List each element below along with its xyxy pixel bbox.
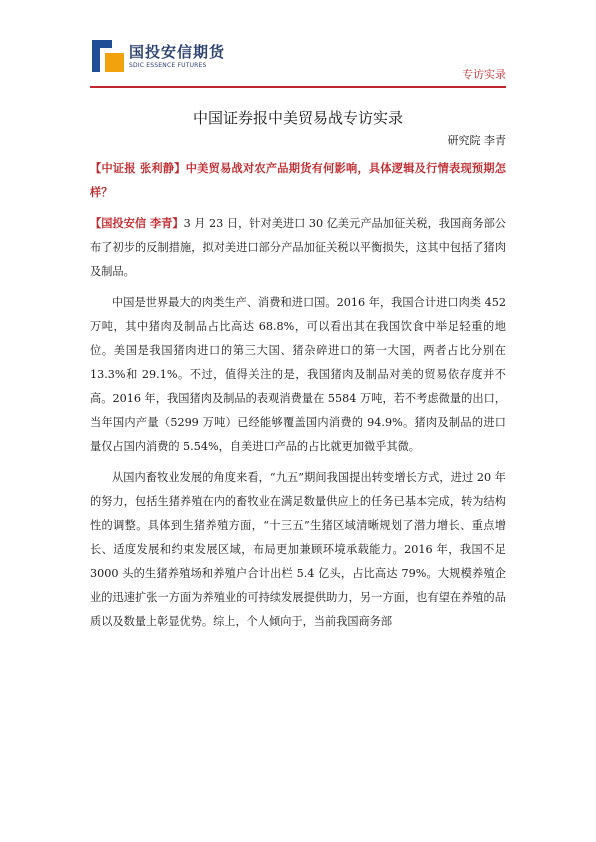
company-logo <box>92 40 225 72</box>
logo-name-en: SDIC ESSENCE FUTURES <box>129 61 207 69</box>
author-line: 研究院 李青 <box>447 134 506 147</box>
answer-intro-paragraph <box>90 211 506 284</box>
logo-name-cn: 国投安信期货 <box>129 42 226 61</box>
interview-question: 【中证报 张利静】中美贸易战对农产品期货有何影响，具体逻辑及行情表现预期怎样？ <box>90 161 506 199</box>
logo-mark-icon <box>92 40 124 72</box>
body-paragraph: 从国内畜牧业发展的角度来看，“九五”期间我国提出转变增长方式，进过 20 年的努力，包括生猪养殖在内的畜牧业在满足数量供应上的任务已基本完成，转为结构性的调整。具体到生猪养殖方面，“十三五”生猪区域清晰规划了潜力增长、重点增长、适度发展和约束发展区域，布局更加兼顾环境承载能力。2016 年，我国不足 3000 头的生猪养殖场和养殖户合计出栏 5.4 亿头，占比高达 79%。大规模养殖企业的迅速扩张一方面为养殖业的可持续发展提供助力，另一方面，也有望在养殖的品质以及数量上彰显优势。综上，个人倾向于，当前我国商务部 <box>90 471 506 628</box>
body-paragraph: 中国是世界最大的肉类生产、消费和进口国。2016 年，我国合计进口肉类 452 万吨，其中猪肉及制品占比高达 68.8%，可以看出其在我国饮食中举足轻重的地位。美国是我国猪肉进口的第三大国、猪杂碎进口的第一大国，两者占比分别在 13.3%和 29.1%。不过，值得关注的是，我国猪肉及制品对美的贸易依存度并不高。2016 年，我国猪肉及制品的表观消费量在 5584 万吨，若不考虑微量的出口，当年国内产量（5299 万吨）已经能够覆盖国内消费的 94.9%。猪肉及制品的进口量仅占国内消费的 5.54%，自美进口产品的占比就更加微乎其微。 <box>90 296 506 453</box>
article-body <box>90 156 506 641</box>
header-divider <box>90 86 506 88</box>
answer-speaker: 【国投安信 李青】 <box>90 216 184 230</box>
header-tag: 专访实录 <box>462 68 506 81</box>
document-title: 中国证券报中美贸易战专访实录 <box>192 109 403 127</box>
answer-intro-text: 3 月 23 日，针对美进口 30 亿美元产品加征关税，我国商务部公布了初步的反制措施，拟对美进口部分产品加征关税以平衡损失，这其中包括了猪肉及制品。 <box>90 217 506 278</box>
